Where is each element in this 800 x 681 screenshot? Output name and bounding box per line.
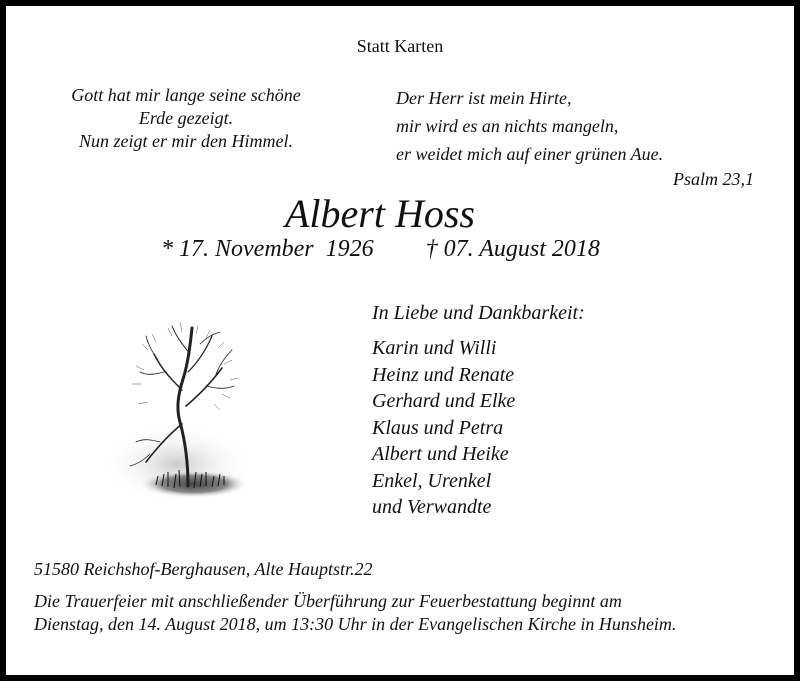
family-member: Heinz und Renate xyxy=(372,363,515,386)
verse-left-line: Erde gezeigt. xyxy=(138,108,234,128)
family-member: und Verwandte xyxy=(372,496,492,518)
family-list xyxy=(372,302,585,521)
family-member: Karin und Willi xyxy=(372,337,497,359)
verse-left-line: Nun zeigt er mir den Himmel. xyxy=(79,131,293,151)
notice-line: Die Trauerfeier mit anschließender Überführung zur Feuerbestattung beginnt am xyxy=(34,591,622,611)
family-intro: In Liebe und Dankbarkeit: xyxy=(372,302,585,324)
birth-date: * 17. November 1926 xyxy=(161,236,374,262)
family-member: Gerhard und Elke xyxy=(372,390,516,412)
verse-right-line: er weidet mich auf einer grünen Aue. xyxy=(396,144,664,164)
verse-left-line: Gott hat mir lange seine schöne xyxy=(71,85,301,105)
address: 51580 Reichshof-Berghausen, Alte Hauptstr.22 xyxy=(34,559,373,579)
verse-right-line: Der Herr ist mein Hirte, xyxy=(396,88,572,108)
tree-illustration-icon xyxy=(102,314,252,506)
verse-right xyxy=(396,84,663,168)
notice-line: Dienstag, den 14. August 2018, um 13:30 Uhr in der Evangelischen Kirche in Hunsheim. xyxy=(34,614,677,634)
obituary-card xyxy=(6,6,794,675)
life-dates xyxy=(161,236,600,263)
funeral-notice xyxy=(34,590,676,636)
psalm-reference: Psalm 23,1 xyxy=(673,169,754,189)
death-date: † 07. August 2018 xyxy=(425,236,600,262)
header-label: Statt Karten xyxy=(356,36,444,56)
family-member: Enkel, Urenkel xyxy=(372,469,492,492)
verse-right-line: mir wird es an nichts mangeln, xyxy=(396,116,619,136)
family-member: Albert und Heike xyxy=(372,443,509,465)
verse-left xyxy=(26,84,346,153)
deceased-name: Albert Hoss xyxy=(285,191,475,236)
family-member: Klaus und Petra xyxy=(372,416,504,439)
